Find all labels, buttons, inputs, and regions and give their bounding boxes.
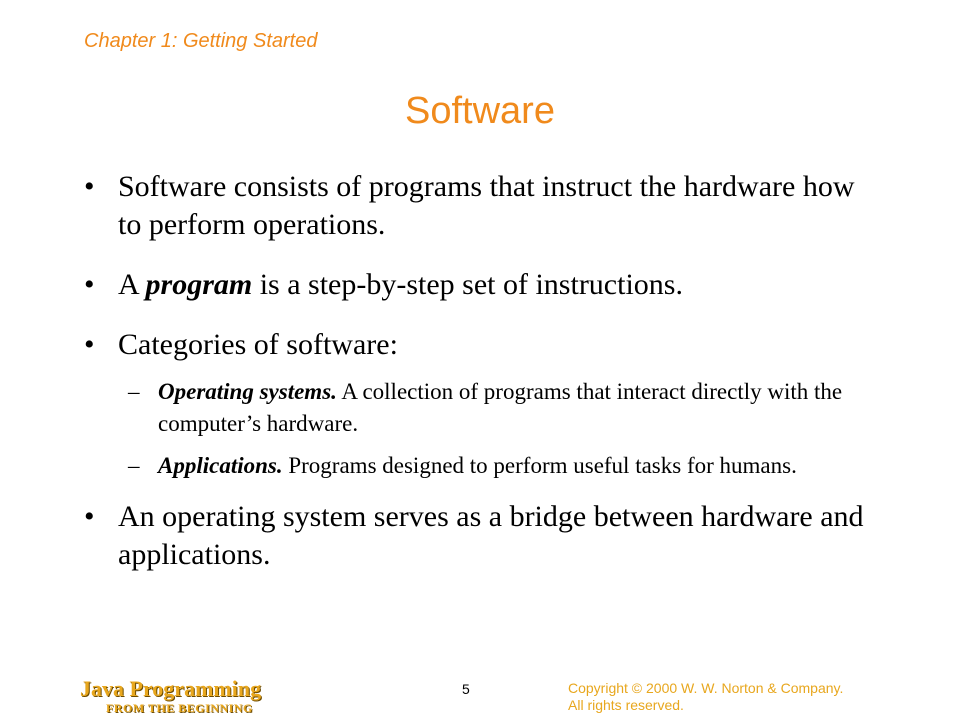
page-number: 5 [462, 681, 470, 697]
sub-item-term: Operating systems. [158, 379, 337, 404]
brand-title: Java Programming [80, 676, 262, 701]
copyright-line-2: All rights reserved. [568, 697, 684, 713]
slide-body [84, 168, 884, 574]
bullet-item [84, 326, 884, 364]
copyright-notice [568, 680, 843, 714]
bullet-text: Software consists of programs that instruct the hardware how to perform operations. [118, 170, 855, 241]
bullet-item [84, 168, 884, 244]
dash-symbol: – [128, 453, 140, 478]
brand-subtitle: FROM THE BEGINNING [106, 701, 253, 715]
bullet-symbol: • [84, 500, 95, 533]
bullet-keyword: program [145, 268, 253, 301]
bullet-symbol: • [84, 328, 95, 361]
sub-item-text: A collection of programs that interact directly with the computer’s hardware. [158, 379, 843, 436]
bullet-symbol: • [84, 268, 95, 301]
sub-item-text: Programs designed to perform useful tasks for humans. [282, 453, 797, 478]
brand-logo [80, 676, 261, 716]
sub-item [84, 450, 884, 482]
bullet-item [84, 498, 884, 574]
dash-symbol: – [128, 379, 140, 404]
bullet-symbol: • [84, 170, 95, 203]
sub-item [84, 376, 884, 440]
slide-title: Software [405, 90, 555, 132]
bullet-text: Categories of software: [118, 328, 398, 361]
chapter-header: Chapter 1: Getting Started [84, 30, 318, 52]
bullet-text: An operating system serves as a bridge between hardware and applications. [118, 500, 864, 571]
bullet-text-prefix: A [118, 268, 146, 301]
sub-item-term: Applications. [158, 453, 283, 478]
bullet-item [84, 266, 884, 304]
copyright-line-1: Copyright © 2000 W. W. Norton & Company. [568, 680, 844, 696]
bullet-text-suffix: is a step-by-step set of instructions. [252, 268, 683, 301]
